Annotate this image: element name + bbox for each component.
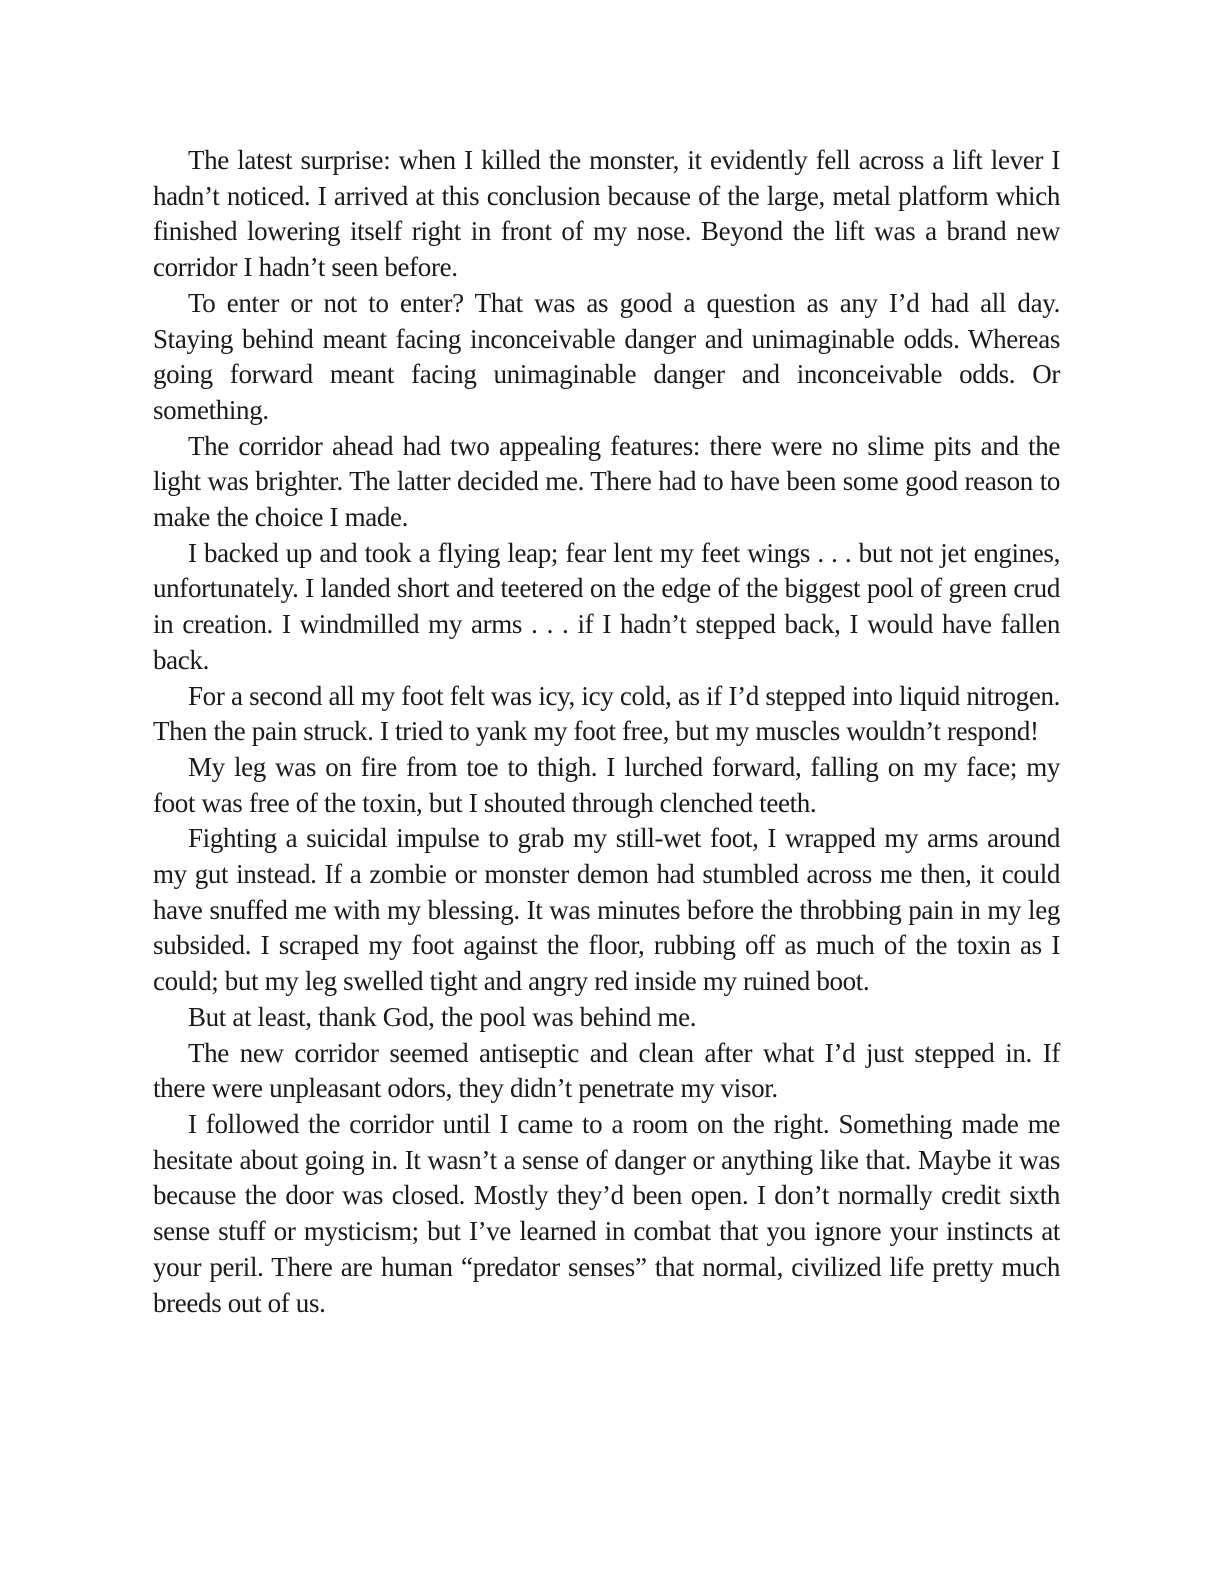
paragraph-lift-surprise: The latest surprise: when I killed the monster, it evidently fell across a lift lever I hadn’t noticed. I arrived at this conclusion because of the large, metal platform which finished lowering itself right in front of my nose. Beyond the lift was a brand new corridor I hadn’t seen before.	[153, 145, 1060, 283]
paragraph-suicidal-impulse: Fighting a suicidal impulse to grab my still-wet foot, I wrapped my arms around my gut instead. If a zombie or monster demon had stumbled across me then, it could have snuffed me with my blessing. It was minutes before the throbbing pain in my leg subsided. I scraped my foot against the floor, rubbing off as much of the toxin as I could; but my leg swelled tight and angry red inside my ruined boot.	[153, 823, 1060, 997]
paragraph-new-corridor: The new corridor seemed antiseptic and clean after what I’d just stepped in. If there were unpleasant odors, they didn’t penetrate my visor.	[153, 1037, 1060, 1104]
paragraph-flying-leap: I backed up and took a flying leap; fear lent my feet wings . . . but not jet engines, unfortunately. I landed short and teetered on the edge of the biggest pool of green crud in creation. I windmilled my arms . . . if I hadn’t stepped back, I would have fallen back.	[153, 537, 1060, 675]
paragraph-corridor-ahead: The corridor ahead had two appealing features: there were no slime pits and the light was brighter. The latter decided me. There had to have been some good reason to make the choice I made.	[153, 430, 1060, 533]
paragraph-leg-on-fire: My leg was on fire from toe to thigh. I lurched forward, falling on my face; my foot was free of the toxin, but I shouted through clenched teeth.	[153, 751, 1060, 818]
paragraph-enter-or-not: To enter or not to enter? That was as good a question as any I’d had all day. Staying behind meant facing inconceivable danger and unimaginable odds. Whereas going forward meant facing unimaginable danger and inconceivable odds. Or something.	[153, 287, 1060, 425]
book-page-body	[153, 143, 1060, 1321]
paragraph-pool-behind: But at least, thank God, the pool was behind me.	[188, 1001, 697, 1032]
paragraph-room-on-right: I followed the corridor until I came to a room on the right. Something made me hesitate about going in. It wasn’t a sense of danger or anything like that. Maybe it was because the door was closed. Mostly they’d been open. I don’t normally credit sixth sense stuff or mysticism; but I’ve learned in combat that you ignore your instincts at your peril. There are human “predator senses” that normal, civilized life pretty much breeds out of us.	[153, 1108, 1060, 1318]
paragraph-icy-cold: For a second all my foot felt was icy, icy cold, as if I’d stepped into liquid nitrogen. Then the pain struck. I tried to yank my foot free, but my muscles wouldn’t respond!	[153, 680, 1060, 747]
